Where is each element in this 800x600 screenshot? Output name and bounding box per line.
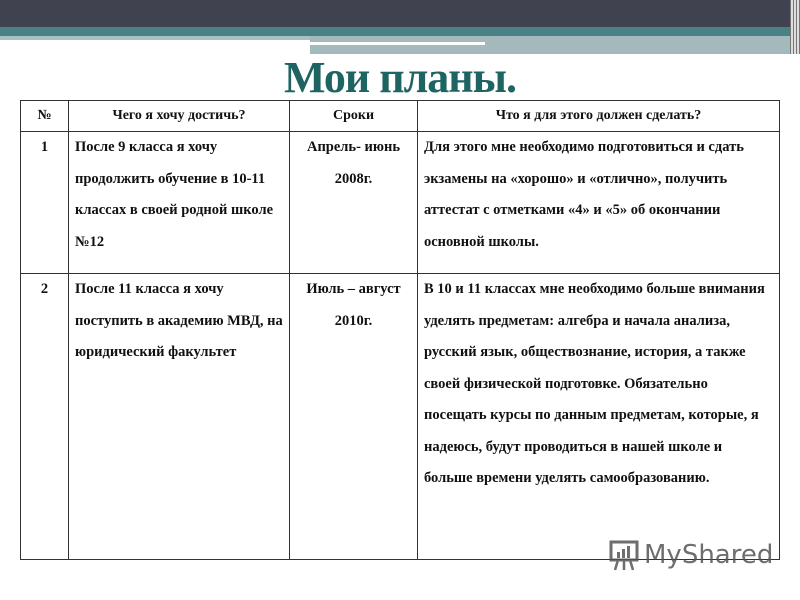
header-goal: Чего я хочу достичь?	[69, 101, 290, 132]
header-bar-dark	[0, 0, 790, 27]
table-row	[21, 132, 780, 274]
row-term: Июль – август 2010г.	[290, 274, 418, 560]
watermark	[608, 538, 773, 572]
header-edge	[790, 0, 800, 54]
header-bar-light	[0, 36, 310, 40]
plans-table	[20, 100, 780, 560]
row-term: Апрель- июнь 2008г.	[290, 132, 418, 274]
header-term: Сроки	[290, 101, 418, 132]
row-goal: После 9 класса я хочу продолжить обучение в 10-11 классах в своей родной школе №12	[69, 132, 290, 274]
watermark-text: MyShared	[644, 540, 774, 570]
header-stripe	[310, 42, 485, 45]
presentation-board-icon	[608, 538, 640, 572]
row-num: 2	[21, 274, 69, 560]
row-action: Для этого мне необходимо подготовиться и сдать экзамены на «хорошо» и «отлично», получить аттестат с отметками «4» и «5» об окончании основной школы.	[418, 132, 780, 274]
row-num: 1	[21, 132, 69, 274]
row-goal: После 11 класса я хочу поступить в академию МВД, на юридический факультет	[69, 274, 290, 560]
row-action: В 10 и 11 классах мне необходимо больше внимания уделять предметам: алгебра и начала анализа, русский язык, обществознание, история, а также своей физической подготовке. Обязательно посещать курсы по данным предметам, которые, я надеюсь, будут проводиться в нашей школе и больше времени уделять самообразованию.	[418, 274, 780, 560]
table-row	[21, 274, 780, 560]
slide-title: Мои планы.	[283, 53, 517, 102]
table-header-row	[21, 101, 780, 132]
header-num: №	[21, 101, 69, 132]
header-bar-teal	[0, 27, 790, 36]
header-action: Что я для этого должен сделать?	[418, 101, 780, 132]
